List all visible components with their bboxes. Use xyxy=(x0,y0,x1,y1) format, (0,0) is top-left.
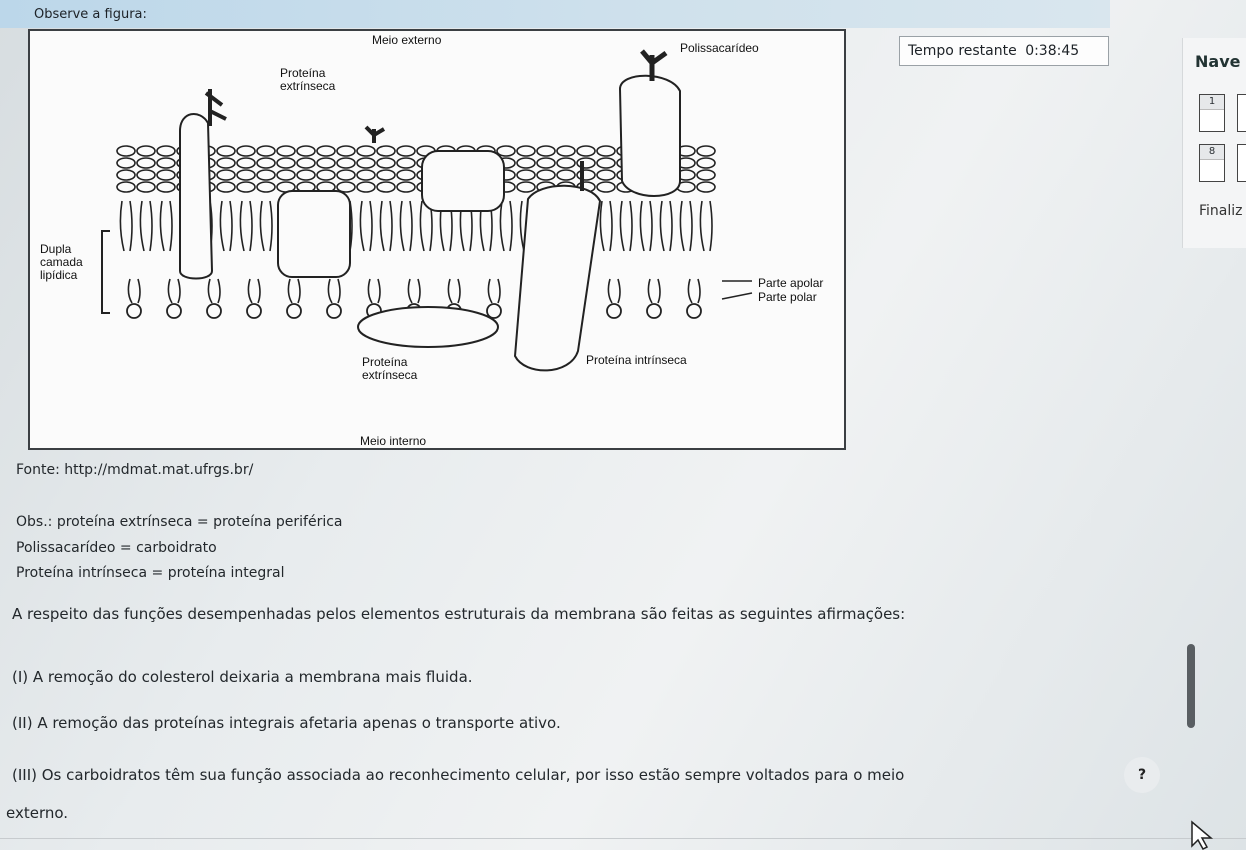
scrollbar-thumb[interactable] xyxy=(1187,644,1195,728)
phospholipid-tail xyxy=(408,279,420,303)
phospholipid-tail xyxy=(160,201,172,251)
phospholipid-tail xyxy=(140,201,152,251)
question-nav-button-8[interactable] xyxy=(1199,144,1225,182)
phospholipid-head xyxy=(377,170,395,180)
figure-source: Fonte: http://mdmat.mat.ufrgs.br/ xyxy=(16,462,254,478)
phospholipid-head xyxy=(577,170,595,180)
phospholipid-head xyxy=(257,170,275,180)
question-nav-button-1[interactable] xyxy=(1199,94,1225,132)
phospholipid-head xyxy=(317,170,335,180)
phospholipid-head xyxy=(297,158,315,168)
phospholipid-tail xyxy=(240,201,252,251)
phospholipid-head xyxy=(217,146,235,156)
phospholipid-head xyxy=(697,170,715,180)
phospholipid-head xyxy=(517,182,535,192)
phospholipid-tail xyxy=(488,279,500,303)
phospholipid-head xyxy=(497,146,515,156)
phospholipid-head xyxy=(137,146,155,156)
phospholipid-head xyxy=(357,170,375,180)
statement-intro: A respeito das funções desempenhadas pelos elementos estruturais da membrana são feitas as seguintes afirmações: xyxy=(12,605,906,623)
phospholipid-tail xyxy=(700,201,712,251)
phospholipid-tail xyxy=(688,279,700,303)
phospholipid-tail xyxy=(448,279,460,303)
phospholipid-head xyxy=(647,304,661,318)
phospholipid-head xyxy=(157,146,175,156)
central-protein xyxy=(422,151,504,211)
phospholipid-head xyxy=(397,146,415,156)
phospholipid-head xyxy=(117,170,135,180)
phospholipid-tail xyxy=(608,279,620,303)
phospholipid-head xyxy=(697,158,715,168)
phospholipid-head xyxy=(607,304,621,318)
phospholipid-head xyxy=(137,182,155,192)
phospholipid-tail xyxy=(128,279,140,303)
time-remaining-box xyxy=(899,36,1109,66)
peripheral-protein-top xyxy=(278,191,350,277)
phospholipid-head xyxy=(237,182,255,192)
phospholipid-head xyxy=(577,158,595,168)
phospholipid-head xyxy=(537,146,555,156)
phospholipid-tail xyxy=(248,279,260,303)
phospholipid-tail xyxy=(500,201,512,251)
bilayer-bracket xyxy=(102,231,110,313)
phospholipid-tail xyxy=(168,279,180,303)
phospholipid-head xyxy=(127,304,141,318)
statement-3-continuation: externo. xyxy=(6,804,69,822)
phospholipid-tail xyxy=(680,201,692,251)
phospholipid-head xyxy=(377,158,395,168)
polysaccharide-chain-3 xyxy=(366,127,384,143)
phospholipid-tail xyxy=(380,201,392,251)
label-polissacarideo: Polissacarídeo xyxy=(680,41,759,55)
timer-label: Tempo restante xyxy=(908,43,1017,59)
phospholipid-head xyxy=(257,158,275,168)
phospholipid-head xyxy=(557,158,575,168)
phospholipid-head xyxy=(397,158,415,168)
phospholipid-head xyxy=(137,158,155,168)
phospholipid-tail xyxy=(640,201,652,251)
phospholipid-head xyxy=(487,304,501,318)
phospholipid-head xyxy=(577,146,595,156)
phospholipid-head xyxy=(257,182,275,192)
question-nav-button-9[interactable] xyxy=(1237,144,1246,182)
phospholipid-head xyxy=(277,146,295,156)
membrane-diagram xyxy=(30,31,844,448)
phospholipid-head xyxy=(157,158,175,168)
phospholipid-head xyxy=(117,182,135,192)
top-strip xyxy=(0,0,1110,28)
integral-protein-left xyxy=(180,114,212,279)
phospholipid-head xyxy=(337,170,355,180)
phospholipid-head xyxy=(157,170,175,180)
phospholipid-head xyxy=(397,182,415,192)
phospholipid-head xyxy=(697,146,715,156)
question-number: 1 xyxy=(1200,95,1224,110)
phospholipid-head xyxy=(167,304,181,318)
phospholipid-head xyxy=(557,170,575,180)
phospholipid-head xyxy=(687,304,701,318)
label-dupla-camada: Dupla camada lipídica xyxy=(40,242,83,282)
statement-2: (II) A remoção das proteínas integrais afetaria apenas o transporte ativo. xyxy=(12,714,561,732)
polar-pointer xyxy=(722,293,752,299)
phospholipid-head xyxy=(357,158,375,168)
phospholipid-head xyxy=(517,146,535,156)
phospholipid-head xyxy=(597,146,615,156)
phospholipid-head xyxy=(317,146,335,156)
phospholipid-head xyxy=(277,158,295,168)
statement-1: (I) A remoção do colesterol deixaria a membrana mais fluida. xyxy=(12,668,473,686)
timer-value: 0:38:45 xyxy=(1025,43,1080,59)
phospholipid-tail xyxy=(360,201,372,251)
phospholipid-head xyxy=(557,146,575,156)
phospholipid-head xyxy=(517,170,535,180)
phospholipid-tail xyxy=(260,201,272,251)
phospholipid-head xyxy=(237,146,255,156)
phospholipid-head xyxy=(217,170,235,180)
label-proteina-extrinseca-bottom: Proteína extrínseca xyxy=(362,355,418,382)
phospholipid-head xyxy=(337,146,355,156)
phospholipid-tail xyxy=(600,201,612,251)
phospholipid-tail xyxy=(368,279,380,303)
obs-line-3: Proteína intrínseca = proteína integral xyxy=(16,565,285,581)
question-nav-button-2[interactable] xyxy=(1237,94,1246,132)
question-number: 8 xyxy=(1200,145,1224,160)
mouse-cursor-icon xyxy=(1190,820,1216,850)
polysaccharide-chain-1 xyxy=(206,89,226,126)
phospholipid-head xyxy=(357,146,375,156)
phospholipid-head xyxy=(377,146,395,156)
phospholipid-head xyxy=(357,182,375,192)
phospholipid-head xyxy=(377,182,395,192)
phospholipid-head xyxy=(297,170,315,180)
phospholipid-head xyxy=(597,182,615,192)
phospholipid-head xyxy=(217,182,235,192)
phospholipid-head xyxy=(537,170,555,180)
phospholipid-head xyxy=(157,182,175,192)
question-heading: Observe a figura: xyxy=(34,7,147,22)
phospholipid-head xyxy=(137,170,155,180)
phospholipid-head xyxy=(597,158,615,168)
membrane-figure xyxy=(28,29,846,450)
phospholipid-head xyxy=(117,146,135,156)
phospholipid-tail xyxy=(120,201,132,251)
phospholipid-tail xyxy=(620,201,632,251)
obs-line-2: Polissacarídeo = carboidrato xyxy=(16,540,217,556)
phospholipid-head xyxy=(517,158,535,168)
phospholipid-head xyxy=(597,170,615,180)
integral-protein-right xyxy=(515,186,600,371)
phospholipid-tail xyxy=(400,201,412,251)
phospholipid-head xyxy=(237,158,255,168)
phospholipid-tail xyxy=(220,201,232,251)
peripheral-protein-bottom xyxy=(358,307,498,347)
phospholipid-head xyxy=(117,158,135,168)
phospholipid-head xyxy=(297,146,315,156)
finalize-attempt-link[interactable]: Finaliz xyxy=(1199,203,1243,219)
bottom-divider xyxy=(0,838,1246,839)
phospholipid-head xyxy=(217,158,235,168)
phospholipid-head xyxy=(397,170,415,180)
phospholipid-head xyxy=(317,158,335,168)
phospholipid-head xyxy=(257,146,275,156)
phospholipid-tail xyxy=(208,279,220,303)
label-proteina-extrinseca-top: Proteína extrínseca xyxy=(280,66,336,93)
phospholipid-tail xyxy=(328,279,340,303)
phospholipid-head xyxy=(327,304,341,318)
phospholipid-head xyxy=(287,304,301,318)
label-parte-apolar: Parte apolar xyxy=(758,276,824,290)
phospholipid-tail xyxy=(660,201,672,251)
quiz-navigation-panel xyxy=(1182,38,1246,248)
obs-line-1: Obs.: proteína extrínseca = proteína periférica xyxy=(16,514,343,530)
phospholipid-head xyxy=(207,304,221,318)
phospholipid-head xyxy=(697,182,715,192)
phospholipid-head xyxy=(277,170,295,180)
label-meio-interno: Meio interno xyxy=(360,434,427,448)
glycoprotein-top xyxy=(620,76,680,196)
phospholipid-head xyxy=(237,170,255,180)
navigation-title: Nave xyxy=(1195,52,1241,71)
statement-3: (III) Os carboidratos têm sua função associada ao reconhecimento celular, por isso estão sempre voltados para o meio xyxy=(12,766,905,784)
phospholipid-head xyxy=(537,158,555,168)
phospholipid-tail xyxy=(648,279,660,303)
label-parte-polar: Parte polar xyxy=(758,290,817,304)
label-meio-externo: Meio externo xyxy=(372,33,442,47)
label-proteina-intrinseca: Proteína intrínseca xyxy=(586,353,687,367)
phospholipid-tail xyxy=(288,279,300,303)
phospholipid-head xyxy=(337,158,355,168)
phospholipid-head xyxy=(247,304,261,318)
help-button[interactable]: ? xyxy=(1124,757,1160,793)
